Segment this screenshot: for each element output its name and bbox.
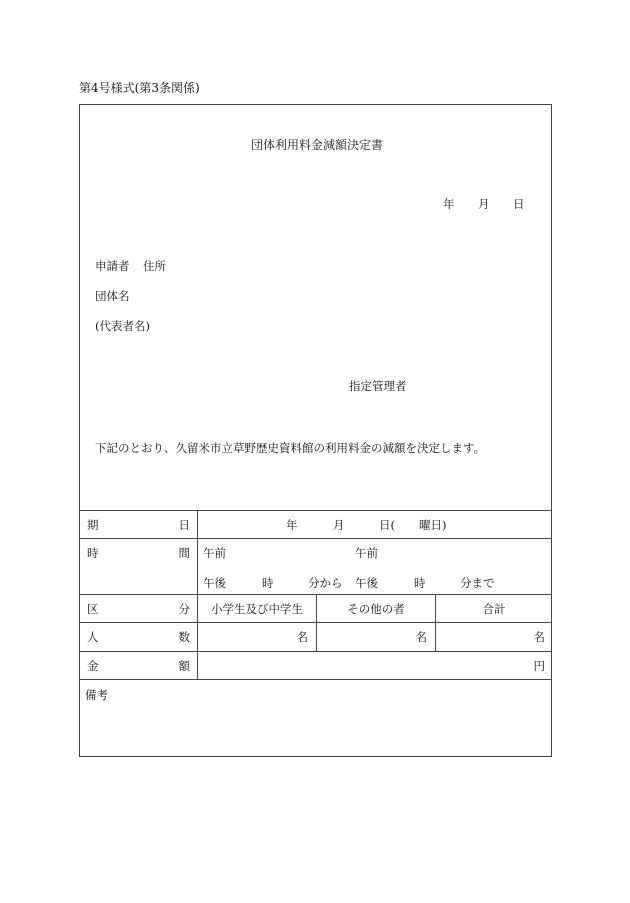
date-day: 日(: [379, 518, 395, 532]
count-total-unit: 名: [533, 630, 545, 644]
date-year: 年: [286, 518, 298, 532]
date-month: 月: [333, 518, 345, 532]
remarks-label: 備考: [85, 688, 108, 702]
time-hour-end: 時: [414, 576, 426, 590]
category-students: 小学生及び中学生: [211, 602, 303, 616]
time-row-label: 時 間: [87, 546, 190, 560]
date-row-label: 期 日: [87, 518, 190, 532]
table-top-border: [79, 510, 552, 511]
time-pm-end: 午後: [355, 576, 378, 590]
label-column-divider: [197, 510, 198, 679]
body-text: 下記のとおり、久留米市立草野歴史資料館の利用料金の減額を決定します。: [95, 441, 486, 455]
applicant-label: 申請者: [95, 259, 130, 273]
address-label: 住所: [143, 259, 166, 273]
count-row-label: 人 数: [87, 630, 190, 644]
date-month-label: 月: [478, 197, 490, 211]
date-year-label: 年: [443, 197, 455, 211]
time-am-end: 午前: [355, 546, 378, 560]
time-pm-start: 午後: [203, 576, 226, 590]
category-total: 合計: [482, 602, 506, 616]
date-weekday: 曜日): [419, 518, 447, 532]
group-name-label: 団体名: [95, 289, 130, 303]
form-number: 第4号様式(第3条関係): [79, 81, 200, 95]
amount-unit: 円: [533, 659, 545, 673]
representative-label: (代表者名): [95, 319, 150, 333]
count-others-unit: 名: [415, 630, 427, 644]
amount-row-label: 金 額: [87, 659, 190, 673]
time-from: 分から: [308, 576, 343, 590]
document-title: 団体利用料金減額決定書: [251, 138, 384, 152]
row-divider: [79, 538, 552, 539]
count-students-unit: 名: [296, 630, 308, 644]
category-others: その他の者: [347, 602, 405, 616]
time-am-start: 午前: [203, 546, 226, 560]
row-divider: [79, 679, 552, 680]
row-divider: [79, 651, 552, 652]
date-day-label: 日: [513, 197, 525, 211]
category-row-label: 区 分: [87, 602, 190, 616]
time-hour-start: 時: [262, 576, 274, 590]
time-until: 分まで: [460, 576, 495, 590]
manager-label: 指定管理者: [349, 379, 407, 393]
